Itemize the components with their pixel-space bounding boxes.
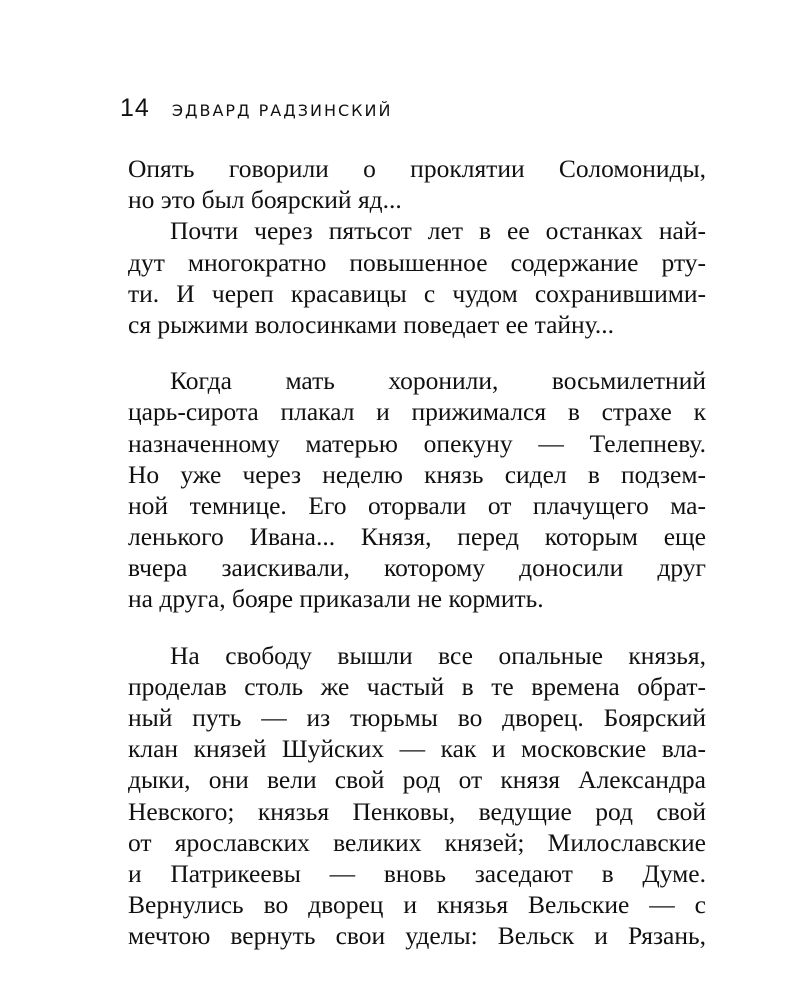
text-line: ся рыжими волосинками поведает ее тайну...: [128, 309, 615, 339]
text-line: Почти через пятьсот лет в ее останках най-: [170, 216, 706, 246]
text-line: дыки, они вели свой род от князя Александра: [128, 765, 706, 795]
text-line: но это был боярский яд...: [128, 185, 402, 215]
text-line: проделав столь же частый в те времена обрат-: [128, 671, 706, 701]
text-line: на друга, бояре приказали не кормить.: [128, 584, 544, 614]
text-line: ленького Ивана... Князя, перед которым еще: [128, 522, 706, 552]
text-line: Когда мать хоронили, восьмилетний: [170, 366, 706, 396]
page-number: 14: [120, 94, 150, 122]
text-line: царь-сирота плакал и прижимался в страхе к: [128, 397, 706, 427]
text-line: Но уже через неделю князь сидел в подзем-: [128, 459, 706, 489]
paragraph-gap: [128, 615, 706, 640]
text-line: назначенному матерью опекуну — Телепневу.: [128, 428, 706, 458]
text-line: клан князей Шуйских — как и московские вла-: [128, 734, 706, 764]
text-line: от ярославских великих князей; Милославские: [128, 827, 706, 857]
text-line: вчера заискивали, которому доносили друг: [128, 553, 706, 583]
text-line: На свободу вышли все опальные князья,: [170, 640, 706, 670]
paragraph-gap: [128, 340, 706, 365]
author-name: ЭДВАРД РАДЗИНСКИЙ: [171, 101, 393, 120]
text-line: ной темнице. Его оторвали от плачущего ма-: [128, 490, 706, 520]
running-head: [120, 94, 392, 124]
text-line: мечтою вернуть свои уделы: Вельск и Рязань,: [128, 921, 706, 951]
text-line: дут многократно повышенное содержание рту-: [128, 247, 706, 277]
text-line: Вернулись во дворец и князья Вельские — с: [128, 890, 706, 920]
text-line: ти. И череп красавицы с чудом сохранившими-: [128, 278, 706, 308]
body-text: [128, 153, 706, 952]
text-line: и Патрикеевы — вновь заседают в Думе.: [128, 858, 706, 888]
text-line: Опять говорили о проклятии Соломониды,: [128, 154, 706, 183]
text-line: ный путь — из тюрьмы во дворец. Боярский: [128, 703, 706, 732]
text-line: Невского; князья Пенковы, ведущие род свой: [128, 796, 706, 826]
